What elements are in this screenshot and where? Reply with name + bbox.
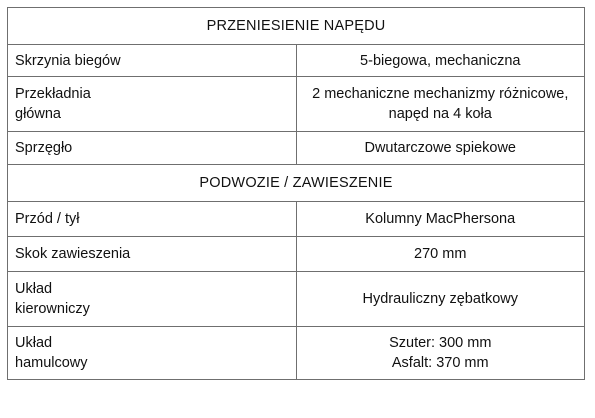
section-header-row bbox=[8, 165, 585, 202]
row-label bbox=[8, 272, 297, 327]
table-row bbox=[8, 77, 585, 132]
row-label-line: główna bbox=[15, 106, 61, 122]
row-value bbox=[296, 202, 585, 237]
row-label-line: Układ bbox=[15, 281, 53, 297]
row-value-line: 270 mm bbox=[414, 246, 467, 262]
row-value-line: Asfalt: 370 mm bbox=[391, 355, 489, 371]
section-title-drivetrain: PRZENIESIENIE NAPĘDU bbox=[8, 8, 585, 45]
row-label-line: Układ bbox=[15, 335, 53, 351]
row-value bbox=[296, 272, 585, 327]
table-row bbox=[8, 202, 585, 237]
table-row bbox=[8, 45, 585, 77]
row-label-line: Przód / tył bbox=[15, 211, 80, 227]
row-label bbox=[8, 327, 297, 380]
table-row bbox=[8, 237, 585, 272]
row-value-line: 5-biegowa, mechaniczna bbox=[360, 52, 521, 69]
row-value-line: 2 mechaniczne mechanizmy różnicowe, napęd na 4 koła bbox=[312, 86, 569, 122]
row-label-line: kierowniczy bbox=[15, 301, 90, 317]
row-value bbox=[296, 237, 585, 272]
spec-table bbox=[7, 7, 585, 380]
table-row bbox=[8, 132, 585, 165]
table-row bbox=[8, 272, 585, 327]
row-label-line: Skok zawieszenia bbox=[15, 246, 131, 262]
section-header-row bbox=[8, 8, 585, 45]
row-value bbox=[296, 327, 585, 380]
row-value-line: Dwutarczowe spiekowe bbox=[364, 140, 516, 156]
row-value-line: Szuter: 300 mm bbox=[389, 335, 492, 351]
row-label-line: Przekładnia bbox=[15, 86, 91, 102]
row-label bbox=[8, 45, 297, 77]
row-label bbox=[8, 77, 297, 132]
row-label bbox=[8, 237, 297, 272]
row-value bbox=[296, 77, 585, 132]
row-value bbox=[296, 132, 585, 165]
table-row bbox=[8, 327, 585, 380]
row-value-line: Kolumny MacPhersona bbox=[365, 211, 516, 227]
row-label bbox=[8, 132, 297, 165]
section-title-suspension: PODWOZIE / ZAWIESZENIE bbox=[8, 165, 585, 202]
row-value-line: Hydrauliczny zębatkowy bbox=[362, 291, 519, 307]
row-label-line: Skrzynia biegów bbox=[15, 52, 121, 69]
row-label-line: Sprzęgło bbox=[15, 140, 73, 156]
row-value bbox=[296, 45, 585, 77]
row-label bbox=[8, 202, 297, 237]
row-label-line: hamulcowy bbox=[15, 355, 88, 371]
